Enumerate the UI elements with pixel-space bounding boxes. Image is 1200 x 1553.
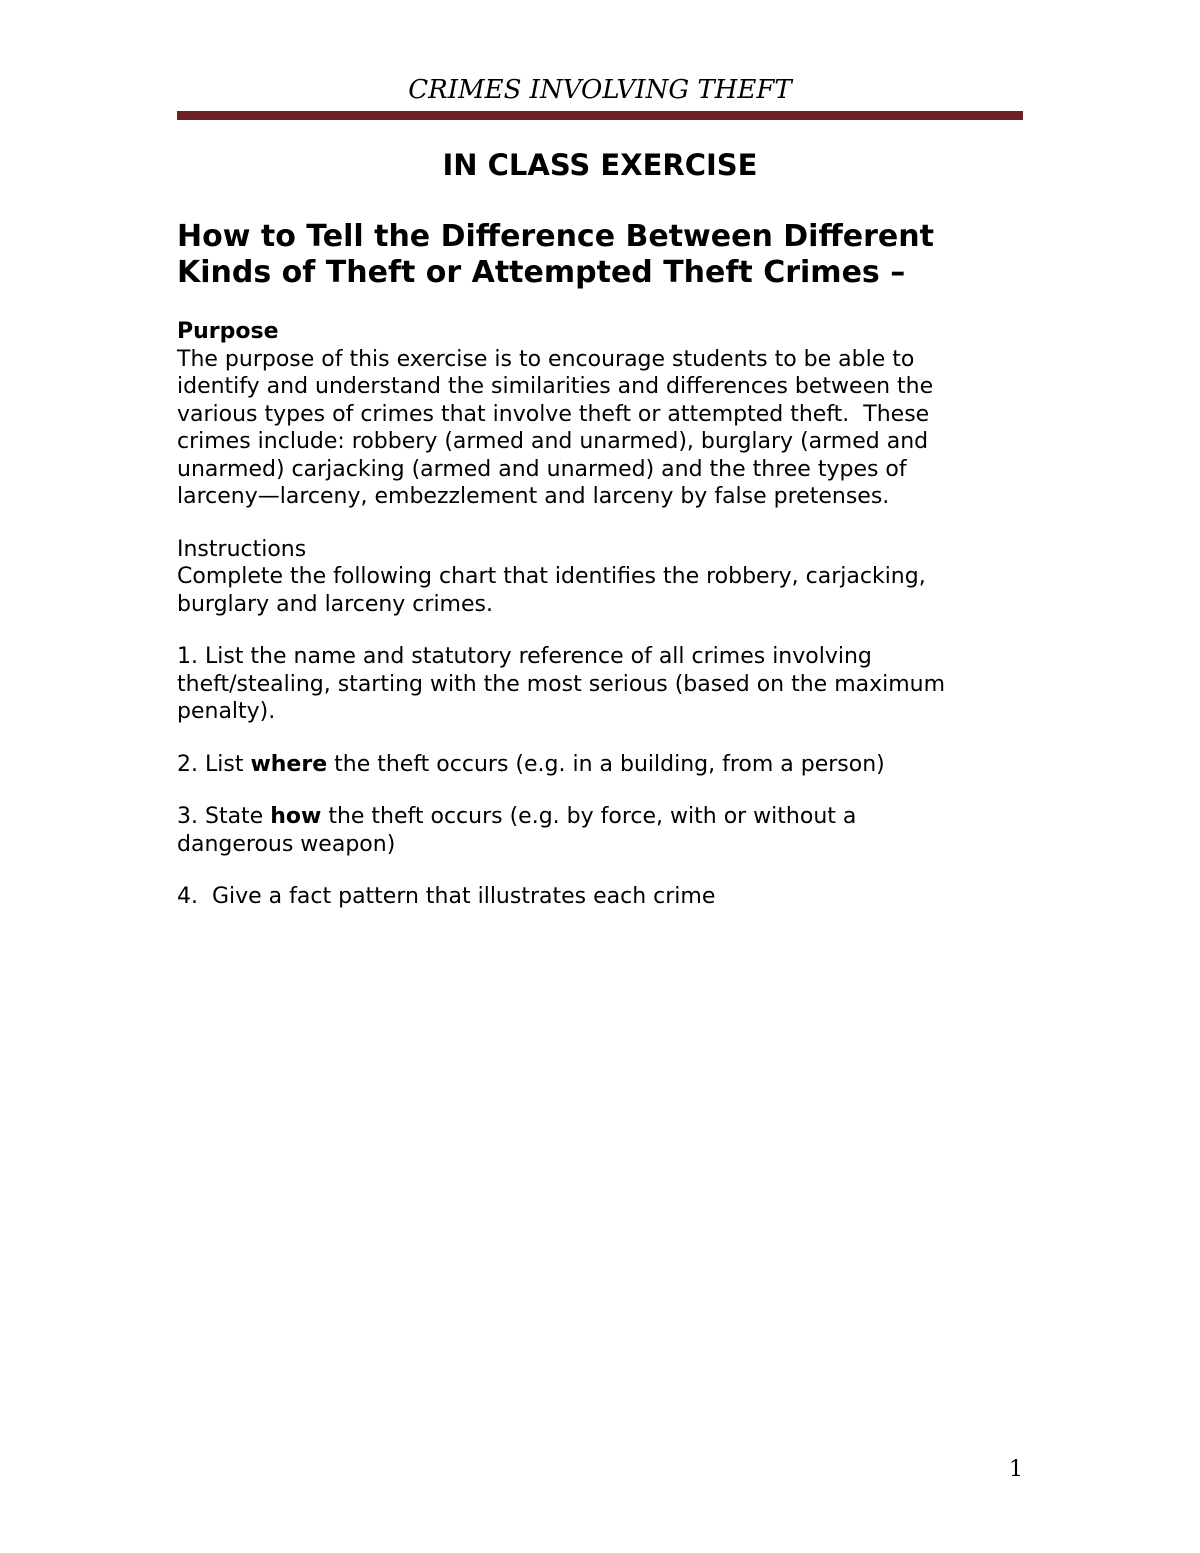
spacer — [177, 726, 1023, 751]
main-heading-line-2: Kinds of Theft or Attempted Theft Crimes – — [177, 255, 906, 290]
exercise-title: IN CLASS EXERCISE — [442, 148, 758, 182]
spacer — [177, 511, 1023, 536]
spacer — [177, 618, 1023, 643]
spacer — [177, 858, 1023, 883]
step-4: 4. Give a fact pattern that illustrates each crime — [177, 884, 716, 909]
step-3-suffix: the theft occurs (e.g. by force, with or without a — [321, 804, 857, 829]
step-1 — [177, 643, 1023, 726]
instructions-section — [177, 536, 1023, 619]
step-2-emphasis: where — [250, 751, 328, 777]
step-3-line-1 — [177, 803, 1023, 831]
page-number: 1 — [1009, 1457, 1023, 1482]
instructions-line-2: burglary and larceny crimes. — [177, 591, 493, 617]
step-3-emphasis: how — [270, 804, 322, 829]
step-1-line-2: theft/stealing, starting with the most serious (based on the maximum — [177, 671, 946, 697]
step-3-prefix: 3. State — [177, 804, 271, 829]
purpose-line-4: crimes include: robbery (armed and unarmed), burglary (armed and — [177, 429, 929, 454]
purpose-line-1: The purpose of this exercise is to encourage students to be able to — [177, 346, 915, 372]
step-1-line-3: penalty). — [177, 699, 276, 724]
spacer — [177, 778, 1023, 803]
running-header: CRIMES INVOLVING THEFT — [408, 75, 792, 105]
main-heading — [177, 219, 1023, 291]
step-1-line-1: 1. List the name and statutory reference of all crimes involving — [177, 644, 872, 669]
step-3-line-2: dangerous weapon) — [177, 831, 396, 857]
header-rule — [177, 111, 1023, 120]
step-2 — [177, 751, 1023, 779]
purpose-line-5: unarmed) carjacking (armed and unarmed) and the three types of — [177, 456, 907, 482]
purpose-label: Purpose — [177, 319, 279, 344]
purpose-section — [177, 318, 1023, 511]
purpose-line-3: various types of crimes that involve theft or attempted theft. These — [177, 401, 930, 427]
step-2-prefix: 2. List — [177, 751, 251, 777]
page-content — [177, 145, 1023, 911]
instructions-label: Instructions — [177, 536, 307, 562]
purpose-line-6: larceny—larceny, embezzlement and larceny by false pretenses. — [177, 484, 890, 509]
main-heading-line-1: How to Tell the Difference Between Different — [177, 219, 934, 254]
instructions-line-1: Complete the following chart that identifies the robbery, carjacking, — [177, 564, 926, 589]
step-3 — [177, 803, 1023, 858]
step-2-suffix: the theft occurs (e.g. in a building, from a person) — [327, 751, 885, 777]
purpose-line-2: identify and understand the similarities and differences between the — [177, 374, 934, 399]
